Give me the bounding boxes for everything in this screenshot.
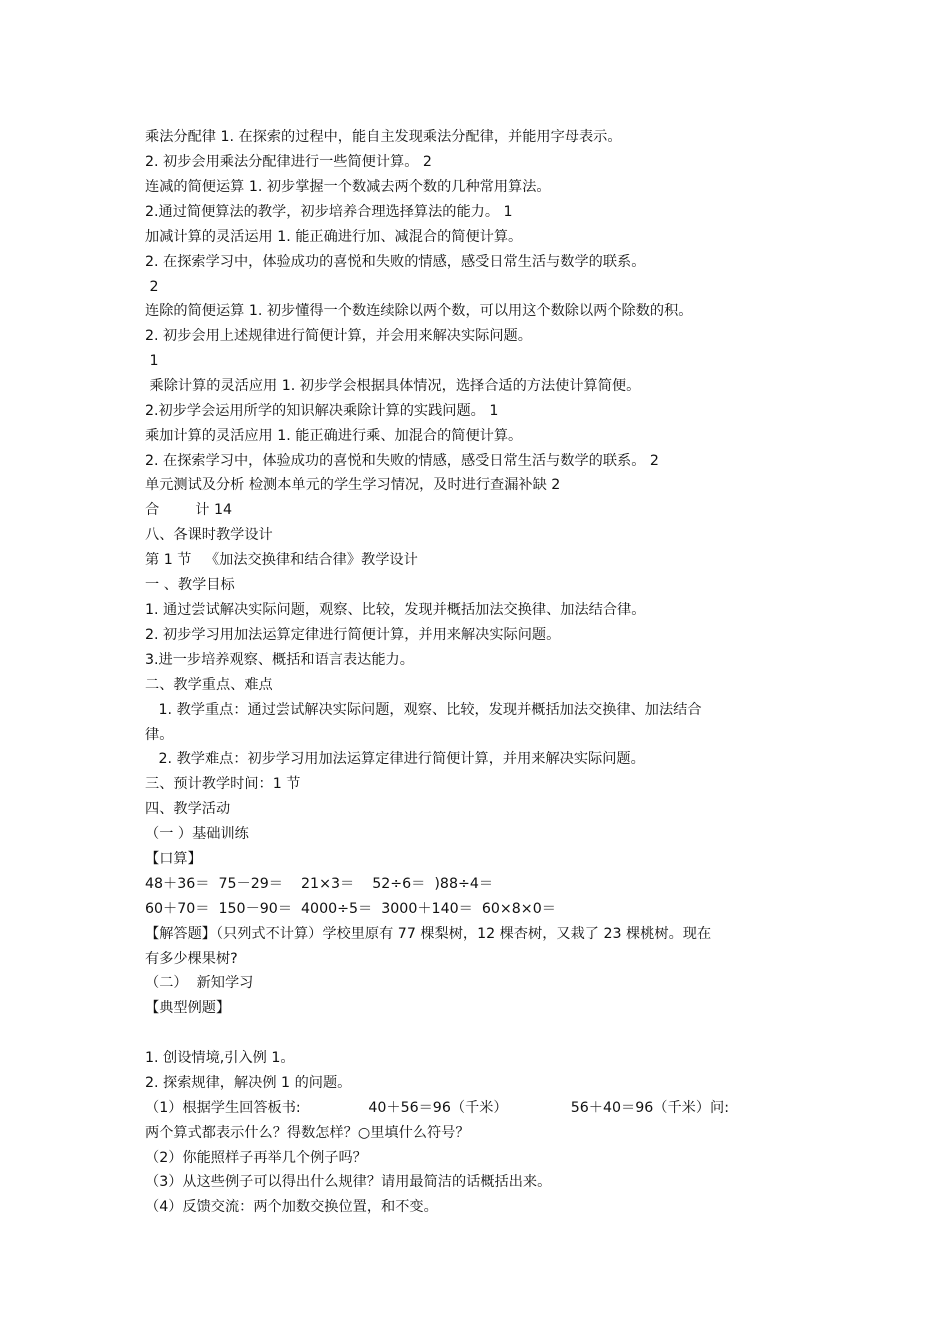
text-line: 乘除计算的灵活应用 1. 初步学会根据具体情况，选择合适的方法使计算简便。	[145, 378, 641, 394]
text-line: 有多少棵果树?	[145, 951, 238, 967]
subsection-heading: （一 ）基础训练	[145, 826, 249, 842]
section-heading: 二、教学重点、难点	[145, 677, 273, 693]
text-line: 2. 在探索学习中，体验成功的喜悦和失败的情感，感受日常生活与数学的联系。	[145, 254, 646, 270]
text-line: 1. 通过尝试解决实际问题，观察、比较，发现并概括加法交换律、加法结合律。	[145, 602, 646, 618]
text-line: 连除的简便运算 1. 初步懂得一个数连续除以两个数，可以用这个数除以两个除数的积。	[145, 303, 693, 319]
bracket-heading: 【口算】	[145, 851, 202, 867]
subsection-heading: （二） 新知学习	[145, 975, 254, 991]
text-line: 2. 在探索学习中，体验成功的喜悦和失败的情感，感受日常生活与数学的联系。 2	[145, 453, 659, 469]
lesson-title: 第 1 节 《加法交换律和结合律》教学设计	[145, 552, 418, 568]
text-line: 乘加计算的灵活应用 1. 能正确进行乘、加混合的简便计算。	[145, 428, 523, 444]
text-line: 加减计算的灵活运用 1. 能正确进行加、减混合的简便计算。	[145, 229, 523, 245]
text-line: 合 计 14	[145, 502, 233, 518]
text-line: （3）从这些例子可以得出什么规律？请用最简洁的话概括出来。	[145, 1174, 552, 1190]
text-line: 乘法分配律 1. 在探索的过程中，能自主发现乘法分配律，并能用字母表示。	[145, 129, 622, 145]
text-line: 1. 创设情境,引入例 1。	[145, 1050, 295, 1066]
text-line: 【解答题】（只列式不计算）学校里原有 77 棵梨树，12 棵杏树，又栽了 23 棵桃树。现在	[145, 926, 712, 942]
bracket-heading: 【典型例题】	[145, 1000, 231, 1016]
text-line: 律。	[145, 727, 174, 743]
text-line: 1. 教学重点：通过尝试解决实际问题，观察、比较，发现并概括加法交换律、加法结合	[145, 702, 702, 718]
section-heading: 四、教学活动	[145, 801, 231, 817]
text-line: 2.初步学会运用所学的知识解决乘除计算的实践问题。 1	[145, 403, 499, 419]
text-line: 单元测试及分析 检测本单元的学生学习情况，及时进行查漏补缺 2	[145, 477, 561, 493]
text-line: 3.进一步培养观察、概括和语言表达能力。	[145, 652, 414, 668]
text-line: 2. 教学难点：初步学习用加法运算定律进行简便计算，并用来解决实际问题。	[145, 751, 645, 767]
text-line: 1	[145, 353, 159, 369]
text-line: 两个算式都表示什么？得数怎样？○里填什么符号？	[145, 1125, 470, 1141]
math-line: 48＋36＝ 75－29＝ 21×3＝ 52÷6＝ )88÷4＝	[145, 876, 494, 892]
math-line: 60＋70＝ 150－90＝ 4000÷5＝ 3000＋140＝ 60×8×0＝	[145, 901, 556, 917]
section-heading: 三、预计教学时间：1 节	[145, 776, 301, 792]
text-line: （1）根据学生回答板书: 40＋56＝96（千米） 56＋40＝96（千米）问:	[145, 1100, 730, 1116]
text-line: 2. 初步学习用加法运算定律进行简便计算，并用来解决实际问题。	[145, 627, 561, 643]
section-heading: 一 、教学目标	[145, 577, 235, 593]
text-line: 连减的简便运算 1. 初步掌握一个数减去两个数的几种常用算法。	[145, 179, 551, 195]
text-line: 2.通过简便算法的教学，初步培养合理选择算法的能力。 1	[145, 204, 513, 220]
text-line: 2. 初步会用上述规律进行简便计算，并会用来解决实际问题。	[145, 328, 532, 344]
text-line: 2. 初步会用乘法分配律进行一些简便计算。 2	[145, 154, 432, 170]
text-line: 2. 探索规律，解决例 1 的问题。	[145, 1075, 352, 1091]
text-line: （2）你能照样子再举几个例子吗？	[145, 1150, 367, 1166]
text-line: （4）反馈交流：两个加数交换位置，和不变。	[145, 1199, 438, 1215]
text-line: 2	[145, 279, 159, 295]
section-heading: 八、各课时教学设计	[145, 527, 273, 543]
